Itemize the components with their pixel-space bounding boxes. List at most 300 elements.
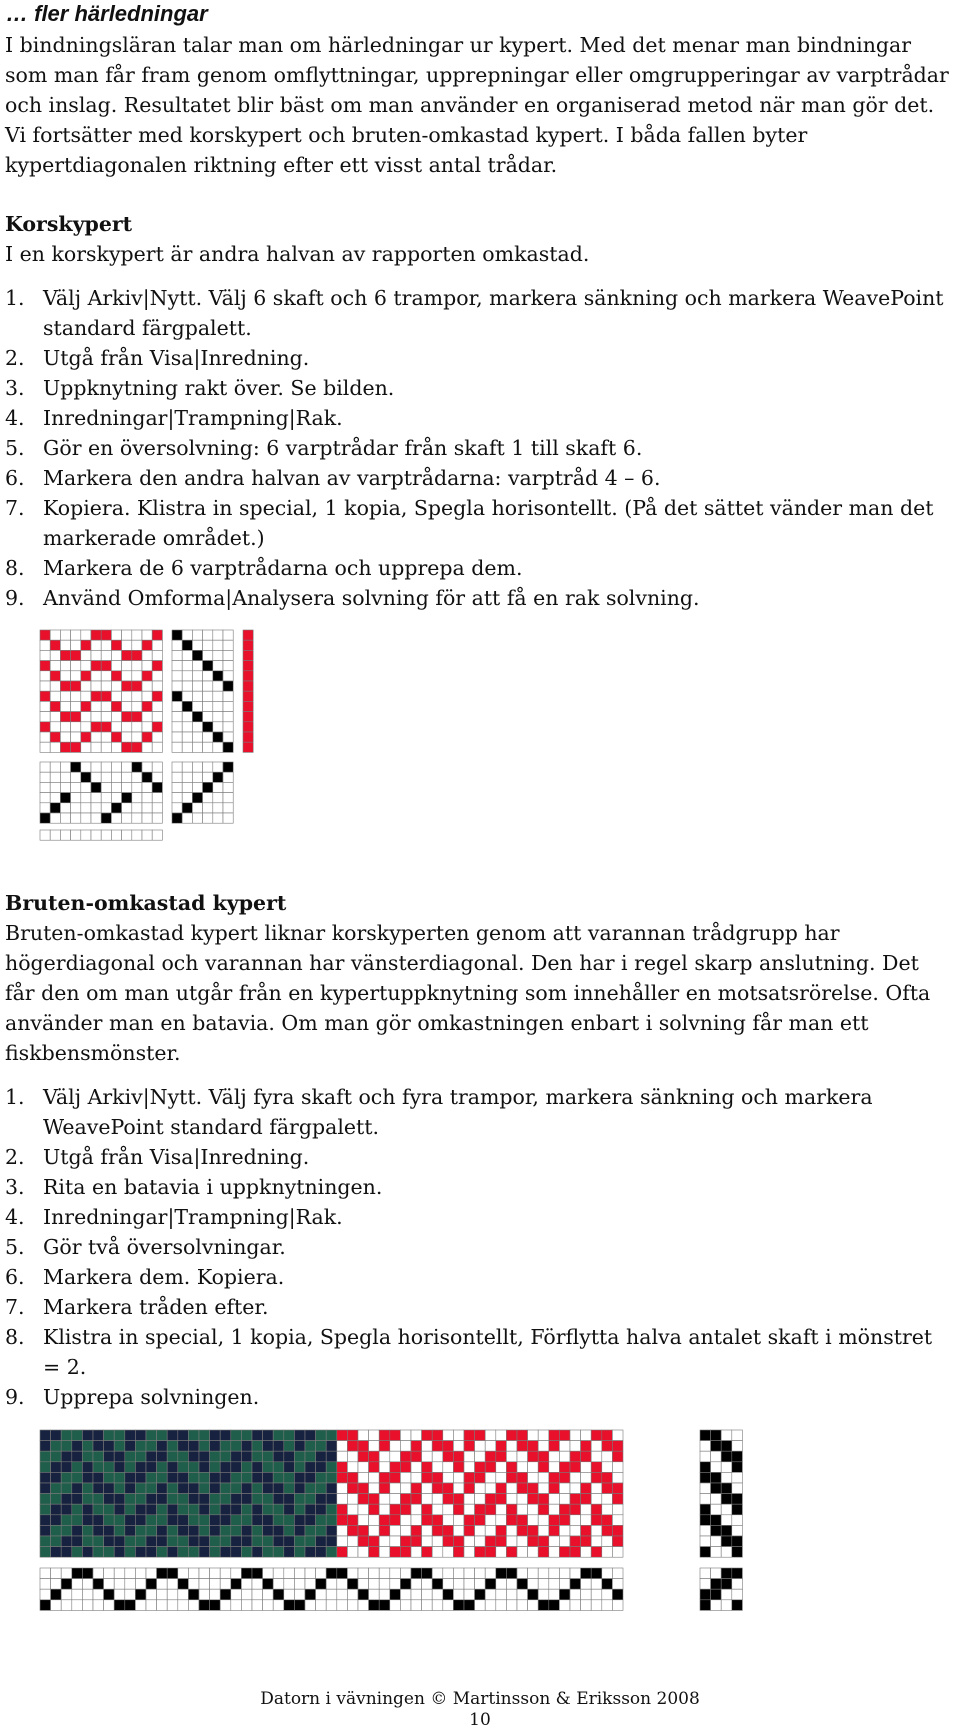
grid-cell — [496, 1589, 507, 1600]
grid-cell — [453, 1430, 464, 1441]
step-text: Utgå från Visa|Inredning. — [43, 1145, 310, 1169]
grid-cell — [464, 1504, 475, 1515]
grid-cell — [51, 1547, 62, 1558]
grid-cell — [273, 1472, 284, 1483]
grid-cell — [111, 813, 121, 823]
grid-cell — [81, 830, 91, 840]
grid-cell — [172, 782, 182, 792]
grid-cell — [475, 1589, 486, 1600]
grid-cell — [146, 1472, 157, 1483]
korskypert-description: I en korskypert är andra halvan av rapporten omkastad. — [5, 242, 590, 266]
grid-cell — [114, 1504, 125, 1515]
grid-cell — [559, 1451, 570, 1462]
grid-cell — [326, 1515, 337, 1526]
grid-cell — [101, 681, 111, 691]
grid-cell — [422, 1504, 433, 1515]
section-title: … fler härledningar — [6, 1, 208, 26]
step-text: Gör två översolvningar. — [43, 1235, 286, 1259]
grid-cell — [496, 1547, 507, 1558]
grid-cell — [711, 1504, 722, 1515]
grid-cell — [464, 1589, 475, 1600]
grid-cell — [252, 1525, 263, 1536]
grid-cell — [157, 1536, 168, 1547]
grid-cell — [422, 1494, 433, 1505]
grid-cell — [390, 1547, 401, 1558]
grid-cell — [72, 1504, 83, 1515]
grid-cell — [422, 1600, 433, 1611]
grid-cell — [443, 1600, 454, 1611]
step-text: Markera den andra halvan av varptrådarna: varptråd 4 – 6. — [43, 466, 661, 490]
grid-cell — [199, 1430, 210, 1441]
grid-cell — [453, 1547, 464, 1558]
grid-cell — [93, 1441, 104, 1452]
grid-cell — [72, 1536, 83, 1547]
grid-cell — [81, 742, 91, 752]
grid-cell — [61, 1441, 72, 1452]
grid-cell — [284, 1589, 295, 1600]
grid-cell — [538, 1536, 549, 1547]
grid-cell — [220, 1536, 231, 1547]
grid-cell — [101, 650, 111, 660]
grid-cell — [612, 1430, 623, 1441]
grid-cell — [464, 1568, 475, 1579]
grid-cell — [114, 1441, 125, 1452]
grid-cell — [400, 1589, 411, 1600]
grid-cell — [559, 1589, 570, 1600]
grid-cell — [464, 1579, 475, 1590]
grid-cell — [213, 772, 223, 782]
grid-cell — [72, 1462, 83, 1473]
grid-cell — [602, 1430, 613, 1441]
grid-cell — [528, 1441, 539, 1452]
grid-cell — [273, 1483, 284, 1494]
grid-cell — [347, 1472, 358, 1483]
grid-cell — [432, 1589, 443, 1600]
grid-cell — [241, 1483, 252, 1494]
grid-cell — [400, 1536, 411, 1547]
grid-cell — [104, 1472, 115, 1483]
grid-cell — [152, 793, 162, 803]
grid-cell — [220, 1494, 231, 1505]
threading-grid — [40, 1568, 623, 1610]
grid-cell — [146, 1441, 157, 1452]
grid-cell — [390, 1504, 401, 1515]
grid-cell — [453, 1568, 464, 1579]
grid-cell — [475, 1430, 486, 1441]
grid-cell — [167, 1600, 178, 1611]
grid-cell — [432, 1525, 443, 1536]
grid-cell — [91, 722, 101, 732]
grid-cell — [422, 1547, 433, 1558]
grid-cell — [135, 1579, 146, 1590]
grid-cell — [203, 722, 213, 732]
grid-cell — [506, 1472, 517, 1483]
grid-cell — [61, 1430, 72, 1441]
grid-cell — [443, 1515, 454, 1526]
grid-cell — [188, 1600, 199, 1611]
grid-cell — [152, 722, 162, 732]
grid-cell — [602, 1579, 613, 1590]
grid-cell — [60, 722, 70, 732]
grid-cell — [316, 1547, 327, 1558]
grid-cell — [700, 1579, 711, 1590]
grid-cell — [506, 1430, 517, 1441]
grid-cell — [81, 661, 91, 671]
grid-cell — [496, 1600, 507, 1611]
grid-cell — [422, 1441, 433, 1452]
grid-cell — [50, 793, 60, 803]
grid-cell — [122, 742, 132, 752]
grid-cell — [243, 661, 253, 671]
grid-cell — [93, 1504, 104, 1515]
list-item — [5, 343, 950, 373]
grid-cell — [188, 1441, 199, 1452]
grid-cell — [172, 661, 182, 671]
grid-cell — [316, 1441, 327, 1452]
step-text: Markera dem. Kopiera. — [43, 1265, 285, 1289]
grid-cell — [146, 1547, 157, 1558]
grid-cell — [178, 1536, 189, 1547]
grid-cell — [142, 830, 152, 840]
grid-cell — [192, 671, 202, 681]
page-number: 10 — [469, 1710, 491, 1730]
grid-cell — [132, 813, 142, 823]
grid-cell — [178, 1525, 189, 1536]
grid-cell — [51, 1568, 62, 1579]
grid-cell — [157, 1430, 168, 1441]
grid-cell — [157, 1568, 168, 1579]
grid-cell — [294, 1515, 305, 1526]
grid-cell — [305, 1547, 316, 1558]
grid-cell — [379, 1472, 390, 1483]
grid-cell — [91, 712, 101, 722]
grid-cell — [294, 1589, 305, 1600]
grid-cell — [496, 1472, 507, 1483]
grid-cell — [506, 1547, 517, 1558]
grid-cell — [71, 650, 81, 660]
bruten-steps — [5, 1082, 950, 1412]
grid-cell — [549, 1515, 560, 1526]
grid-cell — [400, 1579, 411, 1590]
grid-cell — [93, 1525, 104, 1536]
grid-cell — [528, 1547, 539, 1558]
grid-cell — [443, 1462, 454, 1473]
grid-cell — [517, 1536, 528, 1547]
grid-cell — [337, 1579, 348, 1590]
grid-cell — [400, 1547, 411, 1558]
step-text: Inredningar|Trampning|Rak. — [43, 1205, 343, 1229]
grid-cell — [358, 1451, 369, 1462]
grid-cell — [111, 793, 121, 803]
grid-cell — [104, 1568, 115, 1579]
grid-cell — [591, 1504, 602, 1515]
grid-cell — [528, 1589, 539, 1600]
grid-cell — [152, 691, 162, 701]
grid-cell — [122, 671, 132, 681]
grid-cell — [358, 1462, 369, 1473]
grid-cell — [152, 782, 162, 792]
grid-cell — [432, 1483, 443, 1494]
grid-cell — [732, 1451, 743, 1462]
grid-cell — [157, 1472, 168, 1483]
grid-cell — [51, 1525, 62, 1536]
grid-cell — [612, 1451, 623, 1462]
grid-cell — [223, 782, 233, 792]
grid-cell — [263, 1472, 274, 1483]
grid-cell — [243, 742, 253, 752]
grid-cell — [192, 793, 202, 803]
grid-cell — [400, 1462, 411, 1473]
grid-cell — [443, 1536, 454, 1547]
grid-cell — [284, 1525, 295, 1536]
grid-cell — [114, 1568, 125, 1579]
grid-cell — [82, 1536, 93, 1547]
grid-cell — [496, 1536, 507, 1547]
grid-cell — [263, 1494, 274, 1505]
grid-cell — [411, 1504, 422, 1515]
grid-cell — [453, 1504, 464, 1515]
grid-cell — [125, 1451, 136, 1462]
grid-cell — [517, 1483, 528, 1494]
grid-cell — [591, 1494, 602, 1505]
grid-cell — [549, 1494, 560, 1505]
grid-cell — [379, 1451, 390, 1462]
grid-cell — [40, 640, 50, 650]
grid-cell — [223, 793, 233, 803]
grid-cell — [142, 782, 152, 792]
grid-cell — [213, 762, 223, 772]
grid-cell — [475, 1441, 486, 1452]
korskypert-steps — [5, 283, 950, 613]
grid-cell — [538, 1589, 549, 1600]
grid-cell — [316, 1525, 327, 1536]
grid-cell — [91, 742, 101, 752]
grid-cell — [152, 681, 162, 691]
tie-up-grid — [172, 762, 233, 823]
grid-cell — [61, 1525, 72, 1536]
grid-cell — [71, 640, 81, 650]
grid-cell — [305, 1451, 316, 1462]
grid-cell — [82, 1483, 93, 1494]
grid-cell — [549, 1589, 560, 1600]
grid-cell — [91, 681, 101, 691]
grid-cell — [152, 640, 162, 650]
grid-cell — [199, 1451, 210, 1462]
grid-cell — [223, 630, 233, 640]
grid-cell — [203, 661, 213, 671]
grid-cell — [411, 1462, 422, 1473]
grid-cell — [347, 1525, 358, 1536]
grid-cell — [122, 650, 132, 660]
grid-cell — [51, 1600, 62, 1611]
grid-cell — [172, 803, 182, 813]
grid-cell — [326, 1451, 337, 1462]
grid-cell — [517, 1600, 528, 1611]
grid-cell — [464, 1462, 475, 1473]
korskypert-weave-draft — [0, 620, 300, 850]
grid-cell — [104, 1536, 115, 1547]
grid-cell — [538, 1462, 549, 1473]
grid-cell — [213, 722, 223, 732]
grid-cell — [390, 1515, 401, 1526]
grid-cell — [132, 782, 142, 792]
list-item — [5, 433, 950, 463]
grid-cell — [81, 762, 91, 772]
grid-cell — [570, 1589, 581, 1600]
grid-cell — [111, 782, 121, 792]
grid-cell — [157, 1483, 168, 1494]
grid-cell — [570, 1483, 581, 1494]
grid-cell — [305, 1589, 316, 1600]
grid-cell — [142, 661, 152, 671]
grid-cell — [60, 650, 70, 660]
grid-cell — [591, 1547, 602, 1558]
grid-cell — [517, 1589, 528, 1600]
step-text: Utgå från Visa|Inredning. — [43, 346, 310, 370]
grid-cell — [231, 1430, 242, 1441]
grid-cell — [231, 1483, 242, 1494]
grid-cell — [93, 1547, 104, 1558]
grid-cell — [223, 671, 233, 681]
grid-cell — [485, 1494, 496, 1505]
grid-cell — [294, 1430, 305, 1441]
grid-cell — [711, 1568, 722, 1579]
list-item — [5, 493, 950, 553]
grid-cell — [157, 1525, 168, 1536]
grid-cell — [700, 1525, 711, 1536]
step-text: Gör en översolvning: 6 varptrådar från skaft 1 till skaft 6. — [43, 436, 643, 460]
grid-cell — [192, 701, 202, 711]
grid-cell — [203, 782, 213, 792]
grid-cell — [81, 803, 91, 813]
grid-cell — [91, 793, 101, 803]
grid-cell — [178, 1589, 189, 1600]
list-item — [5, 1082, 950, 1142]
grid-cell — [51, 1430, 62, 1441]
grid-cell — [142, 701, 152, 711]
grid-cell — [549, 1579, 560, 1590]
grid-cell — [104, 1515, 115, 1526]
grid-cell — [199, 1515, 210, 1526]
grid-cell — [223, 701, 233, 711]
grid-cell — [506, 1504, 517, 1515]
grid-cell — [591, 1525, 602, 1536]
grid-cell — [559, 1568, 570, 1579]
grid-cell — [612, 1504, 623, 1515]
list-item — [5, 1262, 950, 1292]
grid-cell — [700, 1483, 711, 1494]
grid-cell — [411, 1441, 422, 1452]
grid-cell — [305, 1472, 316, 1483]
grid-cell — [305, 1515, 316, 1526]
grid-cell — [203, 793, 213, 803]
grid-cell — [294, 1483, 305, 1494]
grid-cell — [114, 1600, 125, 1611]
grid-cell — [475, 1472, 486, 1483]
grid-cell — [152, 813, 162, 823]
grid-cell — [167, 1441, 178, 1452]
bruten-heading: Bruten-omkastad kypert — [5, 891, 287, 915]
grid-cell — [111, 681, 121, 691]
grid-cell — [464, 1515, 475, 1526]
grid-cell — [337, 1589, 348, 1600]
grid-cell — [612, 1494, 623, 1505]
grid-cell — [210, 1536, 221, 1547]
grid-cell — [549, 1462, 560, 1473]
grid-cell — [114, 1579, 125, 1590]
grid-cell — [422, 1536, 433, 1547]
grid-cell — [453, 1579, 464, 1590]
grid-cell — [91, 671, 101, 681]
grid-cell — [50, 712, 60, 722]
grid-cell — [72, 1579, 83, 1590]
drawdown-grid — [40, 1430, 623, 1557]
grid-cell — [223, 712, 233, 722]
grid-cell — [210, 1472, 221, 1483]
grid-cell — [252, 1462, 263, 1473]
grid-cell — [122, 830, 132, 840]
grid-cell — [485, 1568, 496, 1579]
grid-cell — [570, 1494, 581, 1505]
grid-cell — [172, 793, 182, 803]
treadling-grid — [172, 630, 233, 752]
grid-cell — [432, 1494, 443, 1505]
grid-cell — [570, 1515, 581, 1526]
grid-cell — [591, 1515, 602, 1526]
grid-cell — [475, 1600, 486, 1611]
grid-cell — [464, 1525, 475, 1536]
grid-cell — [305, 1462, 316, 1473]
grid-cell — [81, 793, 91, 803]
grid-cell — [192, 640, 202, 650]
step-number: 3. — [5, 1175, 25, 1199]
grid-cell — [91, 732, 101, 742]
grid-cell — [358, 1504, 369, 1515]
grid-cell — [142, 640, 152, 650]
grid-cell — [172, 813, 182, 823]
grid-cell — [60, 640, 70, 650]
grid-cell — [223, 772, 233, 782]
grid-cell — [91, 803, 101, 813]
grid-cell — [152, 630, 162, 640]
grid-cell — [475, 1483, 486, 1494]
grid-cell — [337, 1547, 348, 1558]
grid-cell — [203, 803, 213, 813]
grid-cell — [82, 1547, 93, 1558]
grid-cell — [213, 732, 223, 742]
grid-cell — [223, 762, 233, 772]
bruten-description: Bruten-omkastad kypert liknar korskyperten genom att varannan trådgrupp har högerdiagonal och varannan har vänsterdiagonal. Den har i regel skarp anslutning. Det får den om man utgår från en kypertuppknytning som innehåller en motsatsrörelse. Ofta använder man en batavia. Om man gör omkastningen enbart i solvning får man ett fiskbensmönster. — [5, 921, 931, 1065]
grid-cell — [101, 661, 111, 671]
grid-cell — [241, 1536, 252, 1547]
grid-cell — [81, 650, 91, 660]
step-text: Välj Arkiv|Nytt. Välj 6 skaft och 6 trampor, markera sänkning och markera WeavePoint standard färgpalett. — [43, 286, 944, 340]
grid-cell — [721, 1483, 732, 1494]
grid-cell — [122, 712, 132, 722]
grid-cell — [178, 1462, 189, 1473]
grid-cell — [453, 1536, 464, 1547]
grid-cell — [231, 1547, 242, 1558]
grid-cell — [61, 1483, 72, 1494]
grid-cell — [721, 1600, 732, 1611]
grid-cell — [210, 1547, 221, 1558]
grid-cell — [142, 691, 152, 701]
list-item — [5, 403, 950, 433]
grid-cell — [443, 1430, 454, 1441]
grid-cell — [464, 1430, 475, 1441]
grid-cell — [443, 1483, 454, 1494]
grid-cell — [172, 640, 182, 650]
